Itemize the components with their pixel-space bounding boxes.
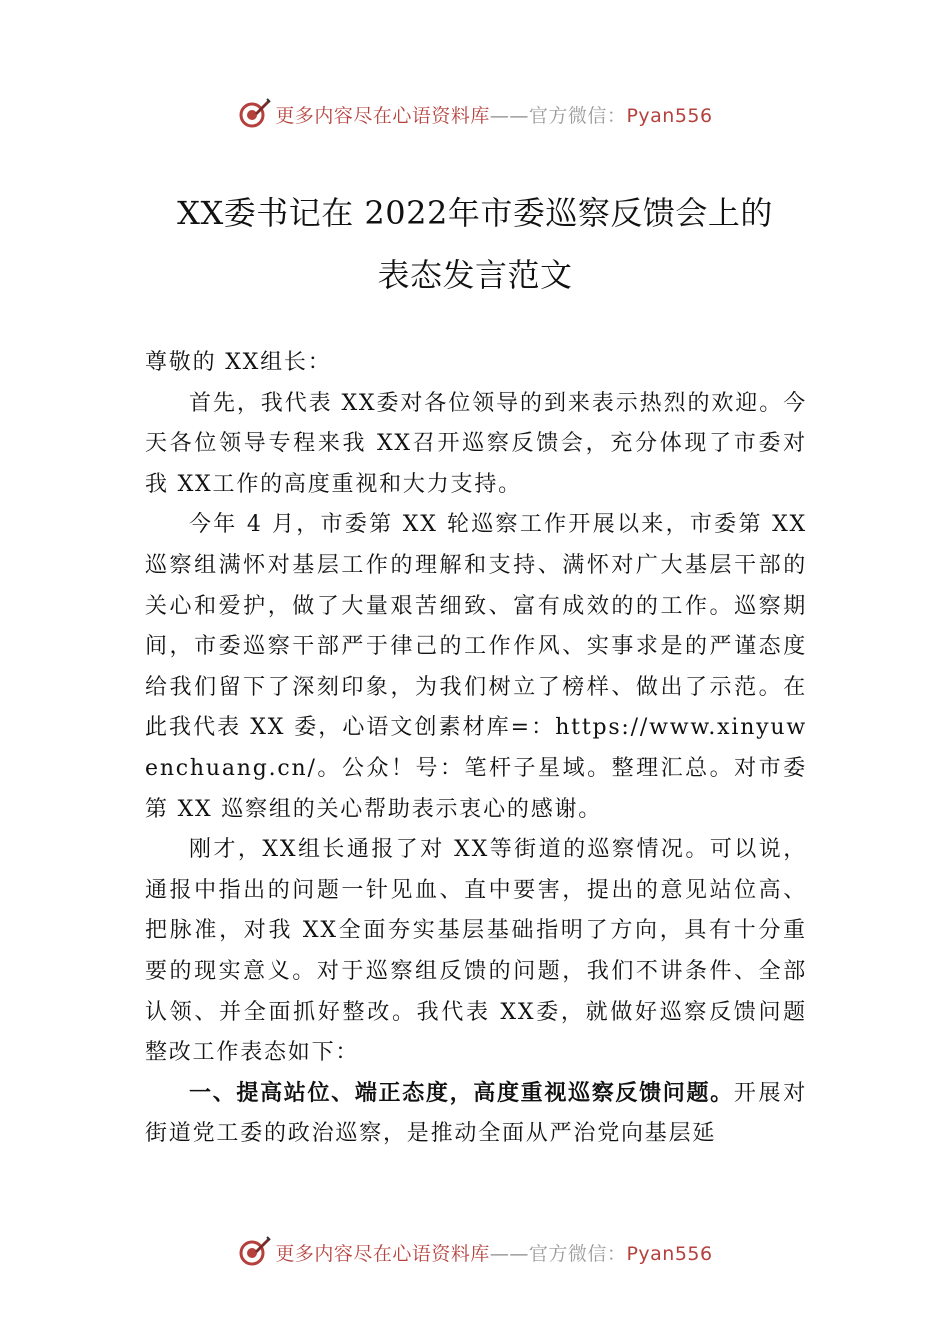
paragraph-1: 首先，我代表 XX委对各位领导的到来表示热烈的欢迎。今天各位领导专程来我 XX召开巡察反馈会，充分体现了市委对我 XX工作的高度重视和大力支持。 bbox=[145, 390, 807, 497]
watermark-slogan: 更多内容尽在心语资料库 bbox=[275, 1242, 490, 1265]
paragraph-2: 今年 4 月，市委第 XX 轮巡察工作开展以来，市委第 XX 巡察组满怀对基层工作的理解和支持、满怀对广大基层干部的关心和爱护，做了大量艰苦细致、富有成效的的工作。巡察期间，市委巡察干部严于律己的工作作风、实事求是的严谨态度给我们留下了深刻印象，为我们树立了榜样、做出了示范。在此我代表 XX 委，心语文创素材库=：https://www.xinyuwenchuang.cn/。公众！号：笔杆子星域。整理汇总。对市委第 XX 巡察组的关心帮助表示衷心的感谢。 bbox=[145, 512, 807, 822]
watermark-separator: —— bbox=[489, 104, 529, 127]
title-line-2: 表态发言范文 bbox=[377, 256, 573, 294]
watermark-wechat-id: Pyan556 bbox=[626, 1242, 713, 1265]
section-1-paragraph bbox=[145, 1074, 807, 1155]
header-watermark-banner bbox=[0, 92, 950, 136]
watermark-wechat-id: Pyan556 bbox=[626, 104, 713, 127]
watermark-wechat-label: 官方微信： bbox=[528, 104, 627, 127]
watermark-wechat-label: 官方微信： bbox=[528, 1242, 627, 1265]
section-1-heading: 一、提高站位、端正态度，高度重视巡察反馈问题。 bbox=[189, 1080, 734, 1106]
salutation: 尊敬的 XX组长： bbox=[145, 350, 332, 375]
watermark-slogan: 更多内容尽在心语资料库 bbox=[275, 104, 490, 127]
pen-logo-icon bbox=[237, 1235, 271, 1269]
pen-logo-icon bbox=[237, 97, 271, 131]
title-line-1: XX委书记在 2022年市委巡察反馈会上的 bbox=[177, 194, 773, 232]
section-1-text: 开展对街道党工委的政治巡察，是推动全面从严治党向基层延 bbox=[145, 1080, 808, 1147]
document-title bbox=[120, 182, 830, 306]
paragraph-3: 刚才，XX组长通报了对 XX等街道的巡察情况。可以说，通报中指出的问题一针见血、直中要害，提出的意见站位高、把脉准，对我 XX全面夯实基层基础指明了方向，具有十分重要的现实意义。对于巡察组反馈的问题，我们不讲条件、全部认领、并全面抓好整改。我代表 XX委，就做好巡察反馈问题整改工作表态如下： bbox=[145, 837, 807, 1066]
footer-watermark-banner bbox=[0, 1230, 950, 1274]
watermark-separator: —— bbox=[489, 1242, 529, 1265]
document-body bbox=[145, 343, 807, 1155]
